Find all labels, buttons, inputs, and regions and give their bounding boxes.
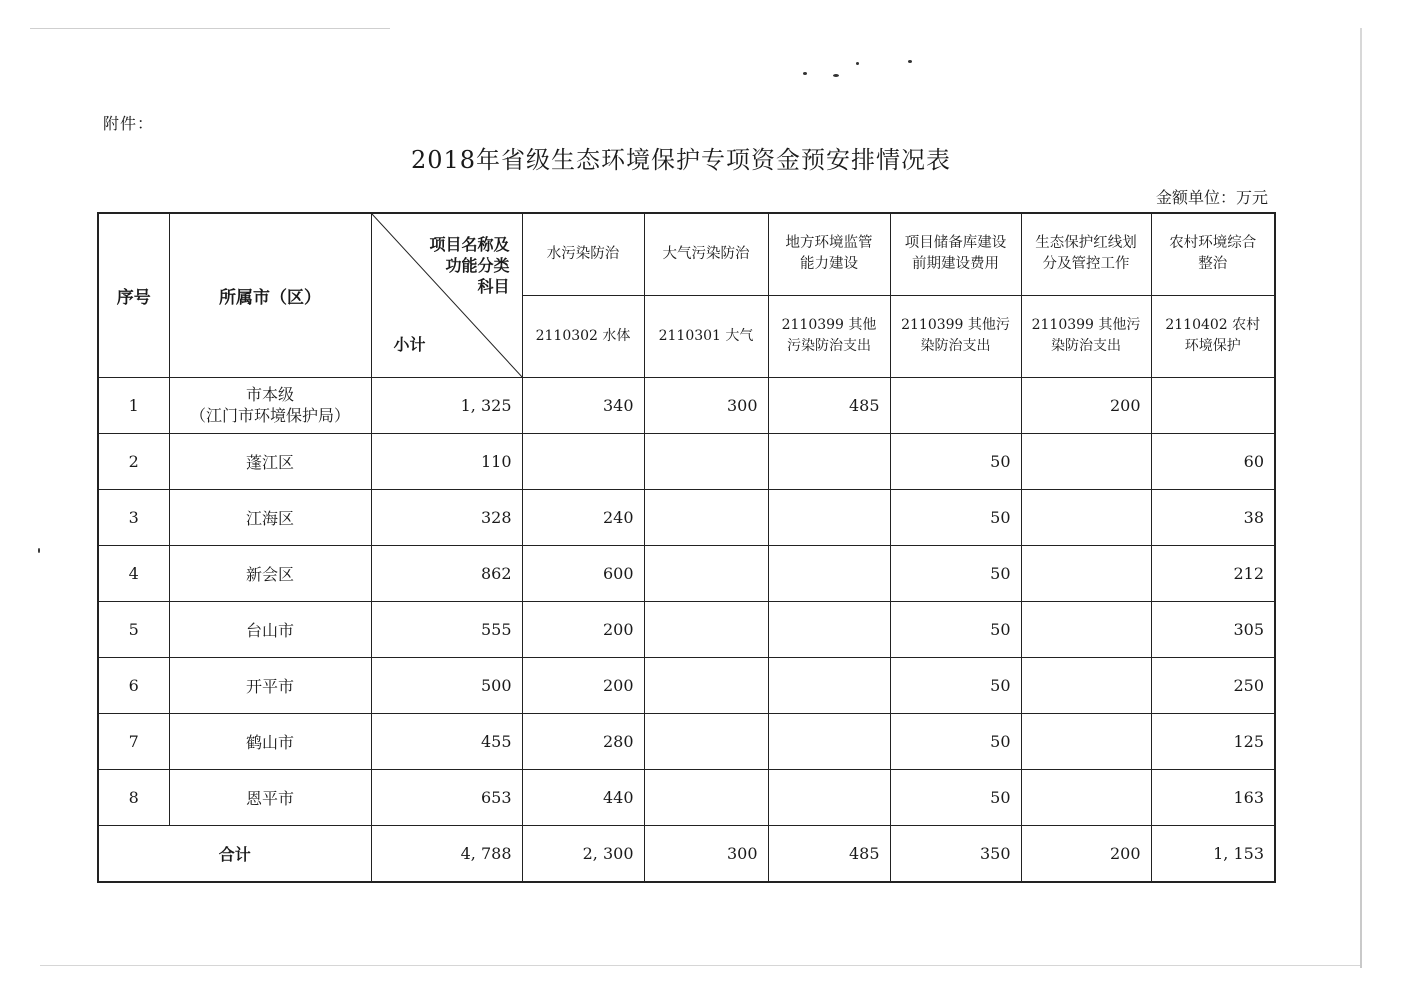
row-monitoring: 485 <box>768 377 890 433</box>
row-air <box>644 713 768 769</box>
category-line1: 大气污染防治 <box>662 245 750 262</box>
row-air <box>644 489 768 545</box>
allocation-table <box>97 212 1276 883</box>
row-city: 鹤山市 <box>169 713 371 769</box>
header-item-name-line1: 项目名称及 <box>429 235 510 254</box>
total-air: 300 <box>644 825 768 882</box>
row-air: 300 <box>644 377 768 433</box>
page-title-text: 2018年省级生态环境保护专项资金预安排情况表 <box>410 146 952 174</box>
row-air <box>644 769 768 825</box>
table-row <box>98 657 1275 713</box>
header-item-name <box>429 234 509 297</box>
row-city: 开平市 <box>169 657 371 713</box>
scan-speck <box>38 548 40 553</box>
row-subtotal: 1, 325 <box>371 377 522 433</box>
row-water: 240 <box>522 489 644 545</box>
row-subtotal: 555 <box>371 601 522 657</box>
row-seq: 3 <box>98 489 169 545</box>
row-city: 台山市 <box>169 601 371 657</box>
category-line1: 地方环境监管 <box>785 235 873 252</box>
row-subtotal: 328 <box>371 489 522 545</box>
row-city: 蓬江区 <box>169 433 371 489</box>
row-project-reserve: 50 <box>890 545 1021 601</box>
row-red-line <box>1021 433 1151 489</box>
row-project-reserve: 50 <box>890 713 1021 769</box>
code-line1: 2110399 其他污 <box>901 317 1010 333</box>
row-project-reserve: 50 <box>890 601 1021 657</box>
category-line2: 能力建设 <box>800 256 858 273</box>
row-red-line <box>1021 545 1151 601</box>
category-line1: 项目储备库建设 <box>904 235 1007 252</box>
row-seq: 2 <box>98 433 169 489</box>
row-seq: 6 <box>98 657 169 713</box>
header-category-water <box>522 213 644 295</box>
row-project-reserve <box>890 377 1021 433</box>
header-row-top <box>98 213 1275 295</box>
scan-speck <box>856 62 859 65</box>
row-project-reserve: 50 <box>890 769 1021 825</box>
row-red-line <box>1021 489 1151 545</box>
row-water: 200 <box>522 601 644 657</box>
header-code-air <box>644 295 768 377</box>
row-monitoring <box>768 601 890 657</box>
row-project-reserve: 50 <box>890 433 1021 489</box>
table-row <box>98 601 1275 657</box>
row-subtotal: 862 <box>371 545 522 601</box>
unit-note: 金额单位：万元 <box>1155 188 1268 207</box>
total-label: 合计 <box>98 825 371 882</box>
attachment-label: 附件： <box>103 114 155 133</box>
row-air <box>644 601 768 657</box>
row-rural: 163 <box>1151 769 1275 825</box>
row-water: 440 <box>522 769 644 825</box>
header-category-monitoring <box>768 213 890 295</box>
category-line2: 整治 <box>1198 256 1228 273</box>
row-water: 280 <box>522 713 644 769</box>
row-water: 600 <box>522 545 644 601</box>
row-city: 恩平市 <box>169 769 371 825</box>
total-row <box>98 825 1275 882</box>
row-city: 新会区 <box>169 545 371 601</box>
category-line1: 水污染防治 <box>546 245 620 262</box>
row-city: 江海区 <box>169 489 371 545</box>
code-line1: 2110402 农村 <box>1165 317 1261 333</box>
code-line1: 2110399 其他 <box>781 317 877 333</box>
total-project-reserve: 350 <box>890 825 1021 882</box>
row-air <box>644 657 768 713</box>
category-line1: 生态保护红线划 <box>1035 235 1137 252</box>
row-monitoring <box>768 657 890 713</box>
header-item-name-line2: 功能分类 <box>445 256 510 275</box>
row-red-line <box>1021 769 1151 825</box>
total-subtotal: 4, 788 <box>371 825 522 882</box>
row-seq: 4 <box>98 545 169 601</box>
row-air <box>644 545 768 601</box>
table-row <box>98 489 1275 545</box>
total-rural: 1, 153 <box>1151 825 1275 882</box>
header-city: 所属市（区） <box>169 213 371 377</box>
row-subtotal: 653 <box>371 769 522 825</box>
header-code-red-line <box>1021 295 1151 377</box>
scan-speck <box>803 72 807 75</box>
row-subtotal: 110 <box>371 433 522 489</box>
total-red-line: 200 <box>1021 825 1151 882</box>
category-line2: 分及管控工作 <box>1042 256 1130 273</box>
row-water: 340 <box>522 377 644 433</box>
row-subtotal: 500 <box>371 657 522 713</box>
row-subtotal: 455 <box>371 713 522 769</box>
total-water: 2, 300 <box>522 825 644 882</box>
table-row <box>98 433 1275 489</box>
code-line2: 污染防治支出 <box>787 338 871 354</box>
code-line2: 染防治支出 <box>1051 338 1121 354</box>
table-row <box>98 545 1275 601</box>
row-rural: 305 <box>1151 601 1275 657</box>
scan-speck <box>833 74 839 77</box>
table-row <box>98 769 1275 825</box>
row-air <box>644 433 768 489</box>
row-rural <box>1151 377 1275 433</box>
row-water <box>522 433 644 489</box>
row-red-line <box>1021 713 1151 769</box>
row-seq: 1 <box>98 377 169 433</box>
category-line1: 农村环境综合 <box>1169 235 1257 252</box>
header-category-rural <box>1151 213 1275 295</box>
header-code-project-reserve <box>890 295 1021 377</box>
header-diagonal-cell <box>371 213 522 377</box>
row-project-reserve: 50 <box>890 657 1021 713</box>
row-seq: 7 <box>98 713 169 769</box>
row-rural: 250 <box>1151 657 1275 713</box>
row-red-line <box>1021 601 1151 657</box>
row-rural: 125 <box>1151 713 1275 769</box>
row-rural: 60 <box>1151 433 1275 489</box>
header-code-water <box>522 295 644 377</box>
header-category-red-line <box>1021 213 1151 295</box>
row-city <box>169 377 371 433</box>
row-monitoring <box>768 769 890 825</box>
row-rural: 212 <box>1151 545 1275 601</box>
scan-edge-bottom <box>40 965 1360 966</box>
row-project-reserve: 50 <box>890 489 1021 545</box>
row-city-line1: 市本级 <box>245 385 294 404</box>
row-monitoring <box>768 489 890 545</box>
total-monitoring: 485 <box>768 825 890 882</box>
row-rural: 38 <box>1151 489 1275 545</box>
header-category-air <box>644 213 768 295</box>
row-monitoring <box>768 545 890 601</box>
row-seq: 8 <box>98 769 169 825</box>
header-code-monitoring <box>768 295 890 377</box>
code-line1: 2110302 水体 <box>535 327 631 344</box>
header-subtotal: 小计 <box>393 334 426 354</box>
row-monitoring <box>768 713 890 769</box>
scan-edge-top <box>30 28 390 29</box>
row-seq: 5 <box>98 601 169 657</box>
table-row <box>98 377 1275 433</box>
code-line1: 2110301 大气 <box>658 327 754 344</box>
code-line2: 环境保护 <box>1184 338 1241 354</box>
scan-speck <box>908 60 912 63</box>
category-line2: 前期建设费用 <box>912 256 999 273</box>
table-row <box>98 713 1275 769</box>
header-category-project-reserve <box>890 213 1021 295</box>
code-line1: 2110399 其他污 <box>1031 317 1141 333</box>
row-monitoring <box>768 433 890 489</box>
code-line2: 染防治支出 <box>920 338 991 354</box>
header-code-rural <box>1151 295 1275 377</box>
row-water: 200 <box>522 657 644 713</box>
header-seq: 序号 <box>98 213 169 377</box>
header-item-name-line3: 科目 <box>477 277 510 296</box>
page-title <box>0 140 1402 175</box>
row-city-line2: （江门市环境保护局） <box>189 406 350 425</box>
row-red-line <box>1021 657 1151 713</box>
row-red-line: 200 <box>1021 377 1151 433</box>
